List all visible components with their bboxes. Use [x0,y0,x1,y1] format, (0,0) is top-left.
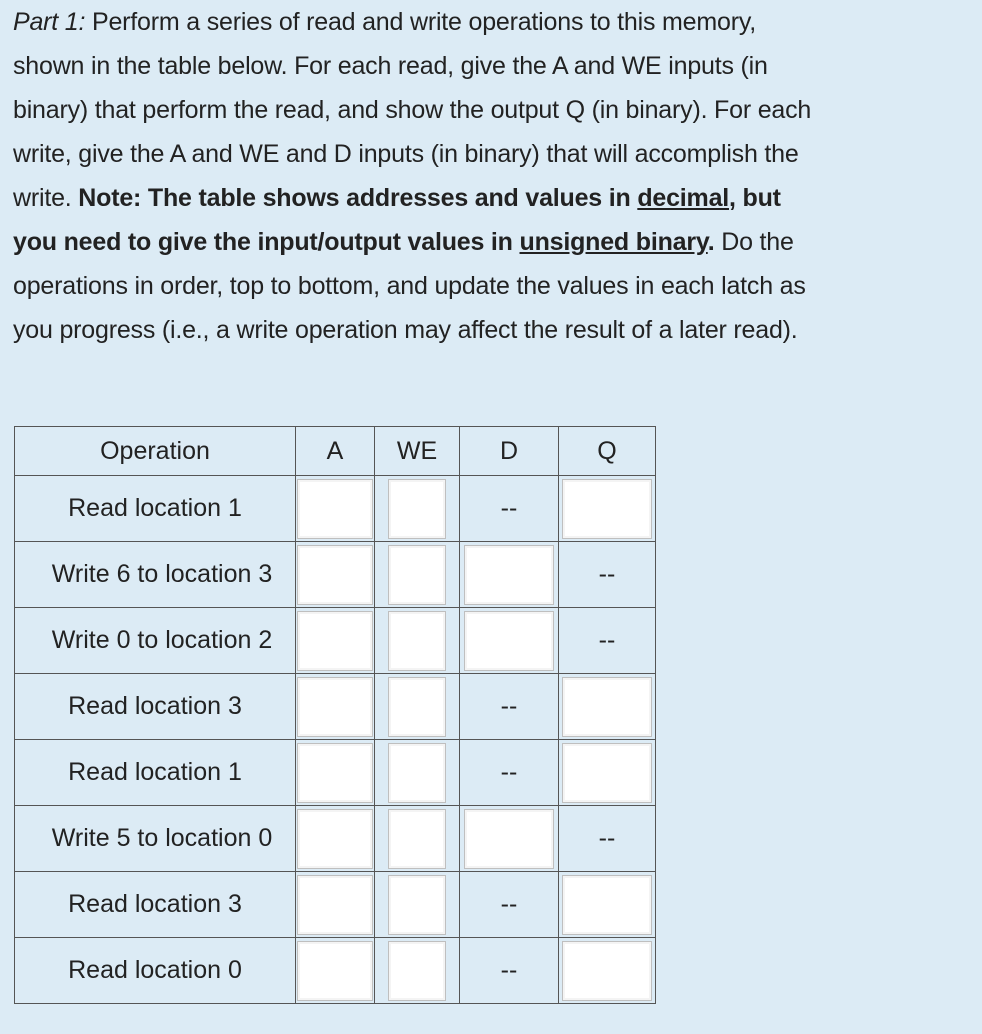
q-not-applicable: -- [559,542,656,608]
table-row [15,608,656,674]
a-input[interactable] [297,677,373,737]
a-cell [296,608,375,674]
we-input[interactable] [388,545,446,605]
we-cell [375,674,460,740]
table-row [15,806,656,872]
a-input[interactable] [297,809,373,869]
operation-label: Read location 1 [15,476,296,542]
note-part: , but [729,184,781,212]
we-cell [375,740,460,806]
instructions-text: Perform a series of read and write operations to this memory, [85,8,757,36]
note-part: you need to give the input/output values in [13,228,520,256]
note-binary: unsigned binary [519,228,708,256]
header-d: D [460,427,559,476]
instructions-line-6 [13,220,973,264]
q-cell [559,674,656,740]
table-row [15,938,656,1004]
we-input[interactable] [388,611,446,671]
a-cell [296,542,375,608]
d-input[interactable] [464,611,554,671]
d-cell [460,806,559,872]
a-input[interactable] [297,479,373,539]
header-q: Q [559,427,656,476]
note-text [78,184,781,212]
table-row [15,872,656,938]
part-label: Part 1: [13,8,86,36]
q-cell [559,938,656,1004]
we-cell [375,872,460,938]
instructions-line-7: operations in order, top to bottom, and update the values in each latch as [13,272,806,300]
note-decimal: decimal [637,184,730,212]
q-cell [559,740,656,806]
we-cell [375,542,460,608]
a-cell [296,476,375,542]
instructions-line-1 [13,0,973,44]
we-input[interactable] [388,941,446,1001]
operation-label: Read location 1 [15,740,296,806]
q-input[interactable] [562,875,652,935]
we-input[interactable] [388,809,446,869]
note-part: . [707,228,715,256]
a-input[interactable] [297,545,373,605]
q-not-applicable: -- [559,806,656,872]
a-input[interactable] [297,875,373,935]
operation-label: Read location 0 [15,938,296,1004]
q-not-applicable: -- [559,608,656,674]
d-not-applicable: -- [460,872,559,938]
q-cell [559,872,656,938]
d-input[interactable] [464,545,554,605]
d-not-applicable: -- [460,938,559,1004]
instructions-line-4: write, give the A and WE and D inputs (in binary) that will accomplish the [13,140,799,168]
we-input[interactable] [388,677,446,737]
q-input[interactable] [562,677,652,737]
a-cell [296,806,375,872]
d-input[interactable] [464,809,554,869]
q-input[interactable] [562,941,652,1001]
table-row [15,674,656,740]
instructions-line-5 [13,176,973,220]
we-input[interactable] [388,479,446,539]
table-row [15,476,656,542]
table-row [15,542,656,608]
instructions [13,0,973,352]
operation-label: Read location 3 [15,872,296,938]
operations-table [14,426,656,1004]
note-text [13,228,714,256]
we-cell [375,806,460,872]
instructions-text: Do the [714,228,794,256]
header-operation: Operation [15,427,296,476]
a-input[interactable] [297,743,373,803]
d-not-applicable: -- [460,476,559,542]
we-cell [375,608,460,674]
table-header-row [15,427,656,476]
operation-label: Write 0 to location 2 [15,608,296,674]
d-not-applicable: -- [460,674,559,740]
operation-label: Write 6 to location 3 [15,542,296,608]
q-input[interactable] [562,479,652,539]
q-cell [559,476,656,542]
d-not-applicable: -- [460,740,559,806]
a-input[interactable] [297,611,373,671]
a-input[interactable] [297,941,373,1001]
header-a: A [296,427,375,476]
instructions-line-3: binary) that perform the read, and show the output Q (in binary). For each [13,96,812,124]
table-body [15,476,656,1004]
operation-label: Read location 3 [15,674,296,740]
header-we: WE [375,427,460,476]
a-cell [296,872,375,938]
we-cell [375,938,460,1004]
note-part: Note: The table shows addresses and values in [78,184,638,212]
instructions-line-8: you progress (i.e., a write operation may affect the result of a later read). [13,316,798,344]
q-input[interactable] [562,743,652,803]
instructions-text: write. [13,184,79,212]
d-cell [460,608,559,674]
a-cell [296,674,375,740]
we-input[interactable] [388,875,446,935]
we-input[interactable] [388,743,446,803]
we-cell [375,476,460,542]
instructions-line-2: shown in the table below. For each read, give the A and WE inputs (in [13,52,768,80]
d-cell [460,542,559,608]
a-cell [296,740,375,806]
a-cell [296,938,375,1004]
table-row [15,740,656,806]
operation-label: Write 5 to location 0 [15,806,296,872]
